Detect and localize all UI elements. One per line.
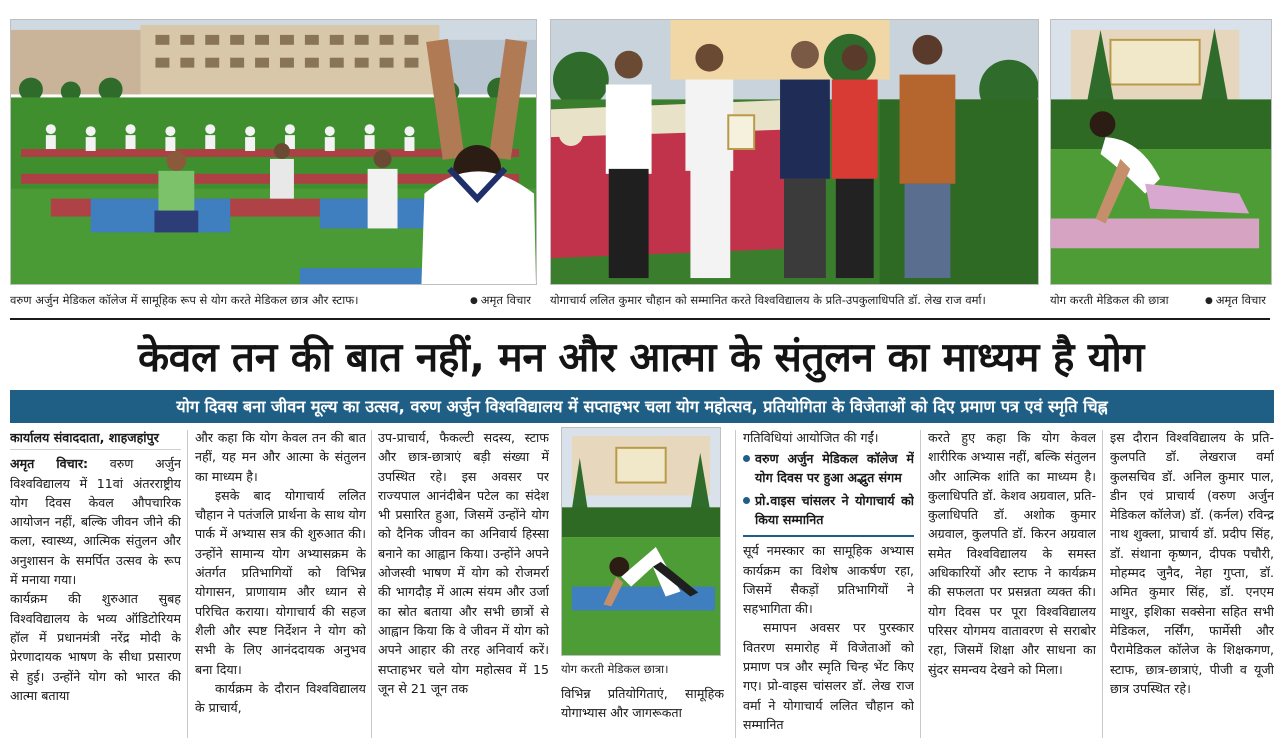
article-column-6: [928, 428, 1096, 740]
photo-credit: ● अमृत विचार: [470, 292, 531, 309]
paragraph: और कहा कि योग केवल तन की बात नहीं, यह मन और आत्मा के संतुलन का माध्यम है।: [195, 430, 366, 484]
article-column-4: [561, 684, 724, 740]
paragraph: इसके बाद योगाचार्य ललित चौहान ने पतंजलि प्रार्थना के साथ योग पार्क में अभ्यास सत्र की शुरुआत की। उन्होंने सामान्य योग अभ्यासक्रम के अंतर्गत प्रतिभागियों को विभिन्न योगासन, प्राणायाम और ध्यान से परिचित कराया। योगाचार्य की सहज शैली और स्पष्ट निर्देशन ने योग को सभी के लिए आनंददायक अनुभव बना दिया।: [195, 487, 366, 677]
article-column-3: [378, 428, 549, 740]
paragraph: विभिन्न प्रतियोगिताएं, सामूहिक योगाभ्यास और जागरूकता: [561, 686, 724, 721]
photo-mass-yoga: [10, 19, 537, 285]
highlight-item: प्रो.वाइस चांसलर ने योगाचार्य को किया सम्मानित: [743, 491, 914, 529]
article-column-5: [743, 428, 914, 740]
paragraph: कार्यक्रम की शुरुआत सुबह विश्वविद्यालय के भव्य ऑडिटोरियम हॉल में प्रधानमंत्री नरेंद्र मोदी के प्रेरणादायक भाषण के सीधा प्रसारण से हुई। उन्होंने योग को भारत की आत्मा बताया: [10, 591, 181, 703]
paragraph: गतिविधियां आयोजित की गईं।: [743, 430, 879, 445]
column-divider: [371, 430, 372, 738]
caption-text: योग करती मेडिकल छात्रा।: [561, 662, 669, 676]
headline: केवल तन की बात नहीं, मन और आत्मा के संतुलन का माध्यम है योग: [137, 333, 1145, 381]
deck-strap: योग दिवस बना जीवन मूल्य का उत्सव, वरुण अर्जुन विश्वविद्यालय में सप्ताहभर चला योग महोत्सव, प्रतियोगिता के विजेताओं को दिए प्रमाण पत्र एवं स्मृति चिह्न: [10, 390, 1274, 423]
article-column-2: [195, 428, 366, 740]
column-divider: [1102, 430, 1103, 738]
caption-text: योगाचार्य ललित कुमार चौहान को सम्मानित करते विश्वविद्यालय के प्रति-उपकुलाधिपति डॉ. लेख राज वर्मा।: [550, 293, 986, 307]
photo-inline-student: [561, 427, 721, 656]
dateline: कार्यालय संवाददाता, शाहजहांपुर: [10, 428, 181, 450]
paragraph-text: वरुण अर्जुन विश्वविद्यालय में 11वां अंतरराष्ट्रीय योग दिवस केवल औपचारिक आयोजन नहीं, बल्कि जीवन जीने की कला, स्वास्थ्य, आत्मिक संतुलन और अनुशासन के समर्पित उत्सव के रूप में मनाया गया।: [10, 456, 181, 588]
highlight-item: वरुण अर्जुन मेडिकल कॉलेज में योग दिवस पर हुआ अद्भुत संगम: [743, 449, 914, 487]
paragraph: उप-प्राचार्य, फैकल्टी सदस्य, स्टाफ और छात्र-छात्राएं बड़ी संख्या में उपस्थित रहे। इस अवसर पर राज्यपाल आनंदीबेन पटेल का संदेश भी प्रसारित हुआ, जिसमें उन्होंने योग को दैनिक जीवन का अनिवार्य हिस्सा बनाने का आह्वान किया। उन्होंने अपने ओजस्वी भाषण में योग को रोजमर्रा की भागदौड़ में आत्म संयम और उर्जा का स्रोत बताया और सभी छात्रों से आह्वान किया कि वे जीवन में योग को अपने आहार की तरह अनिवार्य करें। सप्ताहभर चले योग महोत्सव में 15 जून से 21 जून तक: [378, 430, 549, 696]
photo-honor-ceremony: [550, 19, 1039, 285]
column-divider: [920, 430, 921, 738]
caption-text: योग करती मेडिकल की छात्रा: [1050, 293, 1169, 307]
paragraph: समापन अवसर पर पुरस्कार वितरण समारोह में विजेताओं को प्रमाण पत्र और स्मृति चिन्ह भेंट किए गए। प्रो-वाइस चांसलर डॉ. लेख राज वर्मा ने योगाचार्य ललित चौहान को सम्मानित: [743, 620, 914, 732]
section-rule: [10, 318, 1270, 320]
column-divider: [735, 430, 736, 738]
paragraph: [10, 454, 181, 589]
photo-honor-ceremony-caption: [550, 292, 1039, 309]
article-column-1: [10, 428, 181, 740]
paragraph: करते हुए कहा कि योग केवल शारीरिक अभ्यास नहीं, बल्कि संतुलन और आत्मिक शांति का माध्यम है। कुलाधिपति डॉ. केशव अग्रवाल, प्रति-कुलाधिपति डॉ. अशोक कुमार अग्रवाल, कुलपति डॉ. किरन अग्रवाल समेत विश्वविद्यालय के समस्त अधिकारियों और स्टाफ ने कार्यक्रम की सफलता पर प्रसन्नता व्यक्त की। योग दिवस पर पूरा विश्वविद्यालय परिसर योगमय वातावरण से सराबोर रहा, जिसमें शिक्षा और साधना का सुंदर समन्वय देखने को मिला।: [928, 430, 1096, 677]
photo-credit: ● अमृत विचार: [1205, 292, 1266, 309]
photo-mass-yoga-caption: [10, 292, 537, 309]
column-divider: [187, 430, 188, 738]
paragraph: कार्यक्रम के दौरान विश्वविद्यालय के प्राचार्य,: [195, 680, 366, 716]
paragraph: सूर्य नमस्कार का सामूहिक अभ्यास कार्यक्रम का विशेष आकर्षण रहा, जिसमें सैकड़ों प्रतिभागियों ने सहभागिता की।: [743, 543, 914, 617]
paragraph: इस दौरान विश्वविद्यालय के प्रति-कुलपति डॉ. लेखराज वर्मा कुलसचिव डॉ. अनिल कुमार पाल, डीन एवं प्राचार्य (वरुण अर्जुन मेडिकल कॉलेज) डॉ. (कर्नल) रविन्द्र नाथ शुक्ला, प्राचार्य डॉ. प्रदीप सिंह, डॉ. संथाना कृष्णन, दीपक पचौरी, मोहम्मद जुनैद, नेहा गुप्ता, डॉ. अमित कुमार सिंह, डॉ. एनएम माथुर, इशिका सक्सेना सहित सभी मेडिकल, नर्सिंग, फार्मेसी और पैरामेडिकल कॉलेज के शिक्षकगण, स्टाफ, छात्र-छात्राएं, पीजी व यूजी छात्र उपस्थित रहे।: [1110, 430, 1274, 696]
photo-student-pose-caption: [1050, 292, 1272, 309]
photo-student-pose: [1050, 19, 1272, 285]
lead-label: अमृत विचार:: [10, 456, 89, 472]
photo-inline-student-caption: [561, 661, 721, 678]
caption-text: वरुण अर्जुन मेडिकल कॉलेज में सामूहिक रूप से योग करते मेडिकल छात्र और स्टाफ।: [10, 293, 359, 307]
highlights-box: [743, 449, 914, 537]
article-column-7: [1110, 428, 1274, 740]
